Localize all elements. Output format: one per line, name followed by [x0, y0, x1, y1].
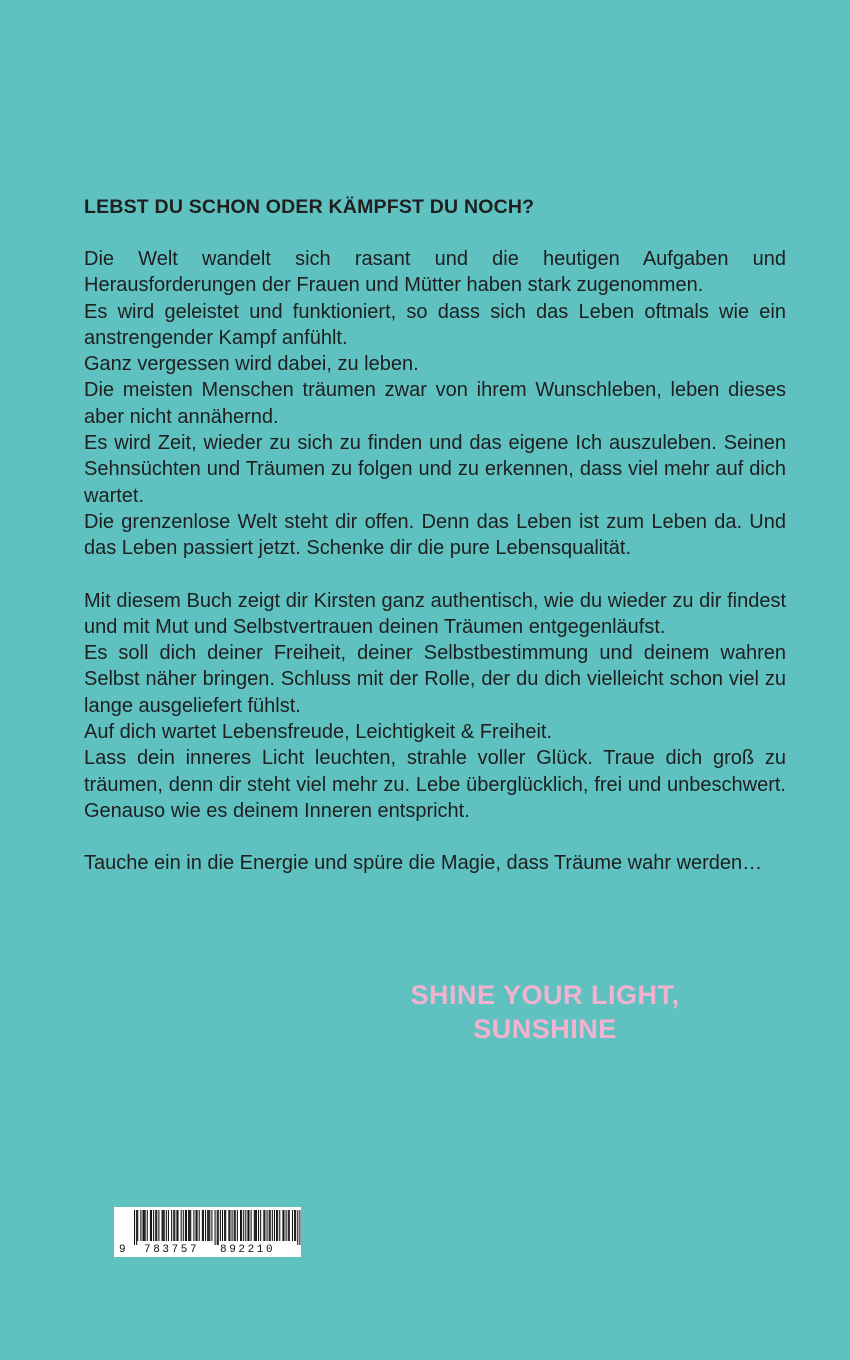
barcode-bar	[203, 1210, 204, 1241]
barcode-bar	[190, 1210, 191, 1241]
barcode-bar	[153, 1210, 154, 1241]
barcode-bar	[241, 1210, 242, 1241]
barcode-bar	[263, 1210, 264, 1241]
barcode-bar	[272, 1210, 273, 1241]
barcode-bar	[195, 1210, 196, 1241]
barcode-bar	[243, 1210, 244, 1241]
barcode-bar	[254, 1210, 255, 1241]
barcode-bar	[142, 1210, 143, 1241]
barcode-bar	[288, 1210, 289, 1241]
barcode-bar	[279, 1210, 280, 1241]
barcode-digits-left: 783757	[144, 1244, 200, 1256]
barcode-bar	[176, 1210, 177, 1241]
paragraph-1	[84, 246, 786, 562]
barcode-bar	[171, 1210, 172, 1241]
paragraph-2	[84, 588, 786, 825]
barcode-bar	[286, 1210, 287, 1241]
barcode-bar	[174, 1210, 175, 1241]
barcode-bar	[181, 1210, 182, 1241]
barcode-bar	[207, 1210, 208, 1241]
barcode-bar	[199, 1210, 200, 1241]
barcode-bar	[295, 1210, 296, 1241]
barcode-bar	[158, 1210, 159, 1241]
barcode-bar	[289, 1210, 290, 1241]
barcode-bar	[208, 1210, 209, 1241]
barcode-bar	[297, 1210, 298, 1245]
barcode-bar	[229, 1210, 230, 1241]
barcode-bar	[228, 1210, 229, 1241]
text-line: Auf dich wartet Lebensfreude, Leichtigkeit & Freiheit.	[84, 721, 553, 744]
barcode-bar	[282, 1210, 283, 1241]
barcode-bar	[299, 1210, 300, 1245]
barcode-bar	[209, 1210, 210, 1241]
barcode-bar	[205, 1210, 206, 1241]
barcode-bar	[277, 1210, 278, 1241]
barcode-bar	[183, 1210, 184, 1241]
barcode-bar	[224, 1210, 225, 1241]
barcode-bar	[240, 1210, 241, 1241]
text-line: Tauche ein in die Energie und spüre die Magie, dass Träume wahr werden…	[84, 852, 763, 875]
barcode-bar	[215, 1210, 216, 1245]
barcode-bar	[274, 1210, 275, 1241]
barcode-bar	[283, 1210, 284, 1241]
paragraph-3	[84, 850, 786, 876]
barcode-bar	[197, 1210, 198, 1241]
barcode-bar	[294, 1210, 295, 1241]
barcode-bar	[140, 1210, 141, 1241]
barcode-bar	[164, 1210, 165, 1241]
barcode-bar	[151, 1210, 152, 1241]
barcode-bar	[211, 1210, 212, 1241]
barcode-bar	[144, 1210, 145, 1241]
barcode-bar	[248, 1210, 249, 1241]
barcode-bar	[193, 1210, 194, 1241]
barcode-bar	[237, 1210, 238, 1241]
text-line: Es wird geleistet und funktioniert, so dass sich das Leben oftmals wie ein anstrengender Kampf anfühlt.	[84, 300, 786, 349]
back-cover-text	[84, 194, 786, 903]
barcode-bar	[177, 1210, 178, 1241]
text-line: Es wird Zeit, wieder zu sich zu finden und das eigene Ich auszuleben. Seinen Sehnsüchten und Träumen zu folgen und zu erkennen, dass viel mehr auf dich wartet.	[84, 432, 786, 507]
barcode-bar	[134, 1210, 135, 1245]
barcode-bar	[137, 1210, 138, 1241]
barcode-bar	[255, 1210, 256, 1241]
barcode-bar	[276, 1210, 277, 1241]
text-line: Es soll dich deiner Freiheit, deiner Selbstbestimmung und deinem wahren Selbst näher bringen. Schluss mit der Rolle, der du dich vielleicht schon viel zu lange ausgeliefert fühlst.	[84, 642, 786, 717]
barcode-bar	[189, 1210, 190, 1241]
text-line: Ganz vergessen wird dabei, zu leben.	[84, 353, 419, 376]
barcode-bar	[145, 1210, 146, 1241]
barcode-bar	[292, 1210, 293, 1241]
barcode-bar	[235, 1210, 236, 1241]
barcode-bar	[136, 1210, 137, 1245]
text-line: Mit diesem Buch zeigt dir Kirsten ganz authentisch, wie du wieder zu dir findest und mit Mut und Selbstvertrauen deinen Träumen entgegenläufst.	[84, 589, 786, 638]
barcode-bar	[232, 1210, 233, 1241]
barcode-bar	[186, 1210, 187, 1241]
barcode-bar	[166, 1210, 167, 1241]
slogan-line-1: SHINE YOUR LIGHT,	[410, 980, 680, 1010]
barcode-bar	[225, 1210, 226, 1241]
barcode-bar	[185, 1210, 186, 1241]
barcode-bar	[264, 1210, 265, 1241]
barcode-bar	[222, 1210, 223, 1241]
barcode-bars	[134, 1210, 300, 1245]
slogan	[340, 978, 750, 1046]
text-line: Die meisten Menschen träumen zwar von ihrem Wunschleben, leben dieses aber nicht annähernd.	[84, 379, 786, 428]
barcode-bar	[162, 1210, 163, 1241]
barcode-bar	[269, 1210, 270, 1241]
barcode-bar	[155, 1210, 156, 1241]
barcode-bar	[173, 1210, 174, 1241]
text-line: Die grenzenlose Welt steht dir offen. Denn das Leben ist zum Leben da. Und das Leben passiert jetzt. Schenke dir die pure Lebensqualität.	[84, 510, 786, 560]
barcode-bar	[247, 1210, 248, 1241]
barcode-bar	[188, 1210, 189, 1241]
barcode-bar	[202, 1210, 203, 1241]
barcode-bar	[218, 1210, 219, 1245]
barcode-bar	[270, 1210, 271, 1241]
barcode-bar	[220, 1210, 221, 1241]
barcode-bar	[156, 1210, 157, 1241]
text-line: Die Welt wandelt sich rasant und die heutigen Aufgaben und Herausforderungen der Frauen und Mütter haben stark zugenommen.	[84, 248, 786, 297]
barcode-bar	[267, 1210, 268, 1241]
barcode-bar	[260, 1210, 261, 1241]
barcode-bar	[256, 1210, 257, 1241]
heading: LEBST DU SCHON ODER KÄMPFST DU NOCH?	[84, 196, 535, 218]
barcode-bar	[168, 1210, 169, 1241]
barcode-bar	[245, 1210, 246, 1241]
barcode-bar	[147, 1210, 148, 1241]
slogan-line-2: SUNSHINE	[473, 1014, 617, 1044]
text-line: Lass dein inneres Licht leuchten, strahle voller Glück. Traue dich groß zu träumen, denn dir steht viel mehr zu. Lebe überglücklich, frei und unbeschwert. Genauso wie es deinem Inneren entspricht.	[84, 747, 786, 822]
barcode-bar	[217, 1210, 218, 1245]
barcode-digits-right: 892210	[220, 1244, 276, 1256]
barcode-first-digit: 9	[119, 1244, 126, 1256]
barcode-bar	[234, 1210, 235, 1241]
barcode-bar	[258, 1210, 259, 1241]
barcode-bar	[251, 1210, 252, 1241]
isbn-barcode	[114, 1207, 301, 1257]
barcode-bar	[150, 1210, 151, 1241]
barcode-bar	[163, 1210, 164, 1241]
